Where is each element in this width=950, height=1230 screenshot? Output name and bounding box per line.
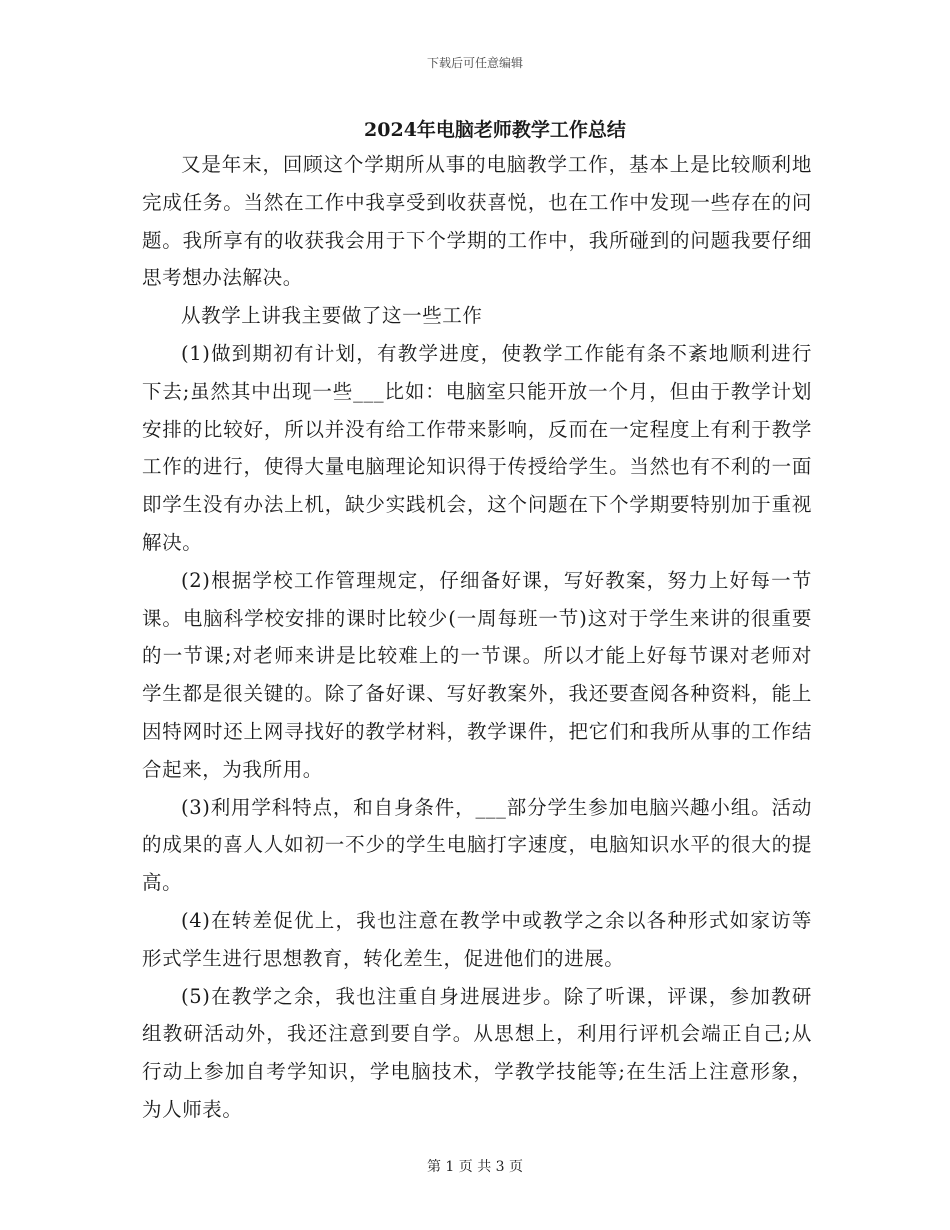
header-note: 下载后可任意编辑 <box>426 56 523 70</box>
page-number: 第 1 页 共 3 页 <box>426 1159 524 1175</box>
paragraph-item-4: (4)在转差促优上，我也注意在教学中或教学之余以各种形式如家访等形式学生进行思想教育，转化差生，促进他们的进展。 <box>142 908 812 970</box>
document-body <box>142 146 812 1129</box>
paragraph-intro: 又是年末，回顾这个学期所从事的电脑教学工作，基本上是比较顺利地完成任务。当然在工作中我享受到收获喜悦，也在工作中发现一些存在的问题。我所享有的收获我会用于下个学期的工作中，我所碰到的问题我要仔细思考想办法解决。 <box>142 153 812 290</box>
paragraph-item-2: (2)根据学校工作管理规定，仔细备好课，写好教案，努力上好每一节课。电脑科学校安排的课时比较少(一周每班一节)这对于学生来讲的很重要的一节课;对老师来讲是比较难上的一节课。所以才能上好每节课对老师对学生都是很关键的。除了备好课、写好教案外，我还要查阅各种资料，能上因特网时还上网寻找好的教学材料，教学课件，把它们和我所从事的工作结合起来，为我所用。 <box>142 568 812 781</box>
paragraph-summary-lead: 从教学上讲我主要做了这一些工作 <box>181 304 483 328</box>
document-title: 2024年电脑老师教学工作总结 <box>364 119 626 141</box>
paragraph-item-3: (3)利用学科特点，和自身条件，___部分学生参加电脑兴趣小组。活动的成果的喜人人如初一不少的学生电脑打字速度，电脑知识水平的很大的提高。 <box>142 795 812 895</box>
paragraph-item-1: (1)做到期初有计划，有教学进度，使教学工作能有条不紊地顺利进行下去;虽然其中出现一些___比如：电脑室只能开放一个月，但由于教学计划安排的比较好，所以并没有给工作带来影响，反而在一定程度上有利于教学工作的进行，使得大量电脑理论知识得于传授给学生。当然也有不利的一面即学生没有办法上机，缺少实践机会，这个问题在下个学期要特别加于重视解决。 <box>142 341 812 554</box>
paragraph-item-5: (5)在教学之余，我也注重自身进展进步。除了听课，评课，参加教研组教研活动外，我还注意到要自学。从思想上，利用行评机会端正自己;从行动上参加自考学知识，学电脑技术，学教学技能等;在生活上注意形象，为人师表。 <box>142 984 812 1121</box>
